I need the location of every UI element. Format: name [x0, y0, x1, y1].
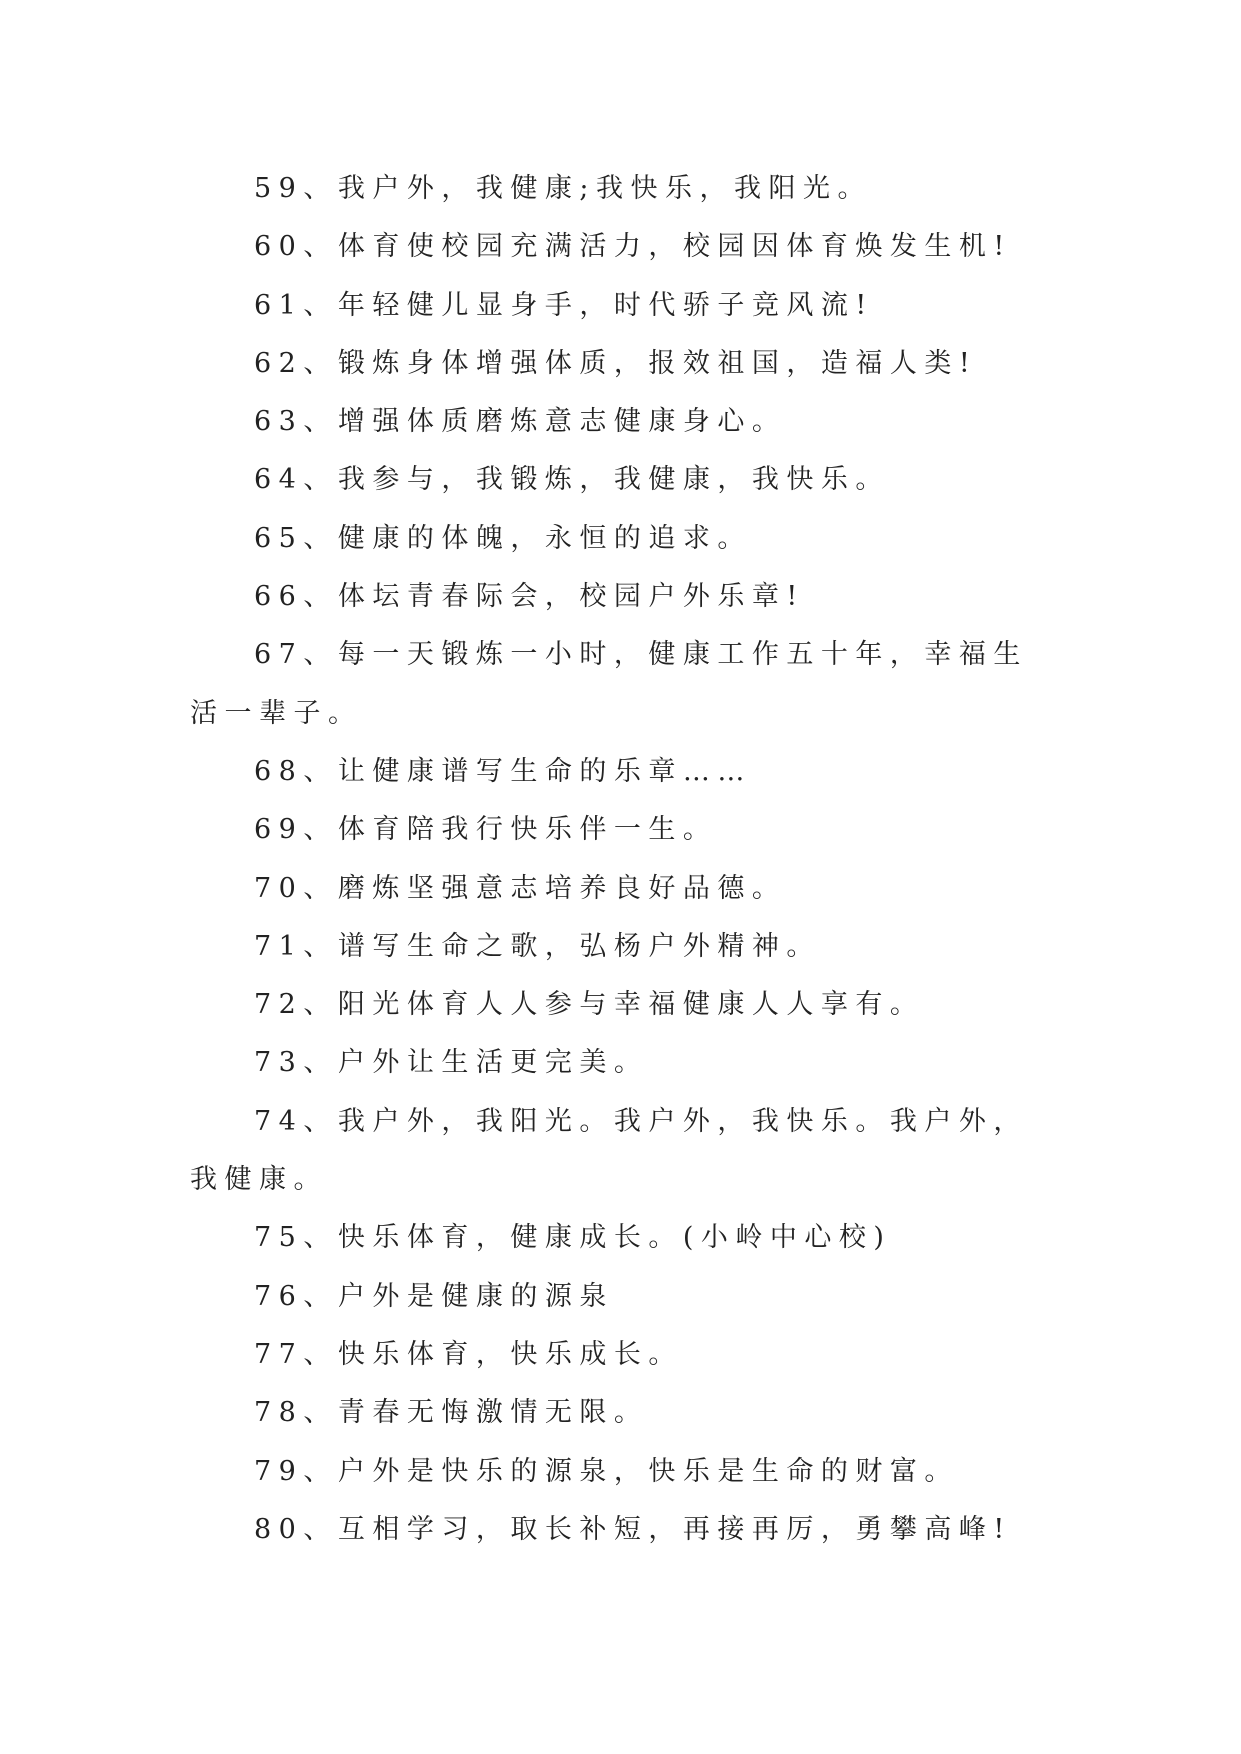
- list-item: 60、体育使校园充满活力，校园因体育焕发生机!: [254, 231, 1012, 263]
- list-item: 68、让健康谱写生命的乐章……: [254, 755, 752, 787]
- list-item: 65、健康的体魄，永恒的追求。: [254, 522, 752, 554]
- list-item: 75、快乐体育，健康成长。(小岭中心校): [254, 1222, 892, 1254]
- list-item: 78、青春无悔激情无限。: [254, 1397, 649, 1429]
- list-item: 59、我户外，我健康;我快乐，我阳光。: [254, 173, 872, 204]
- list-item: 79、户外是快乐的源泉，快乐是生命的财富。: [254, 1455, 959, 1487]
- list-item: 66、体坛青春际会，校园户外乐章!: [254, 581, 805, 613]
- list-item: 76、户外是健康的源泉: [254, 1280, 614, 1312]
- list-item: 61、年轻健儿显身手，时代骄子竞风流!: [254, 289, 874, 321]
- list-item: 77、快乐体育，快乐成长。: [254, 1338, 683, 1370]
- list-item: 73、户外让生活更完美。: [254, 1047, 649, 1079]
- list-item: 62、锻炼身体增强体质，报效祖国，造福人类!: [254, 347, 978, 379]
- list-item: 69、体育陪我行快乐伴一生。: [254, 814, 718, 846]
- list-item: 72、阳光体育人人参与幸福健康人人享有。: [254, 989, 925, 1021]
- list-item: 71、谱写生命之歌，弘杨户外精神。: [254, 930, 821, 962]
- document-body: [190, 160, 1050, 1559]
- list-item: 67、每一天锻炼一小时，健康工作五十年，幸福生活一辈子。: [190, 639, 1028, 729]
- list-item: 80、互相学习，取长补短，再接再厉，勇攀高峰!: [254, 1513, 1012, 1545]
- list-item: 63、增强体质磨炼意志健康身心。: [254, 406, 787, 438]
- list-item: 64、我参与，我锻炼，我健康，我快乐。: [254, 464, 890, 496]
- list-item: 70、磨炼坚强意志培养良好品德。: [254, 872, 787, 904]
- list-item: 74、我户外，我阳光。我户外，我快乐。我户外，我健康。: [190, 1105, 1028, 1196]
